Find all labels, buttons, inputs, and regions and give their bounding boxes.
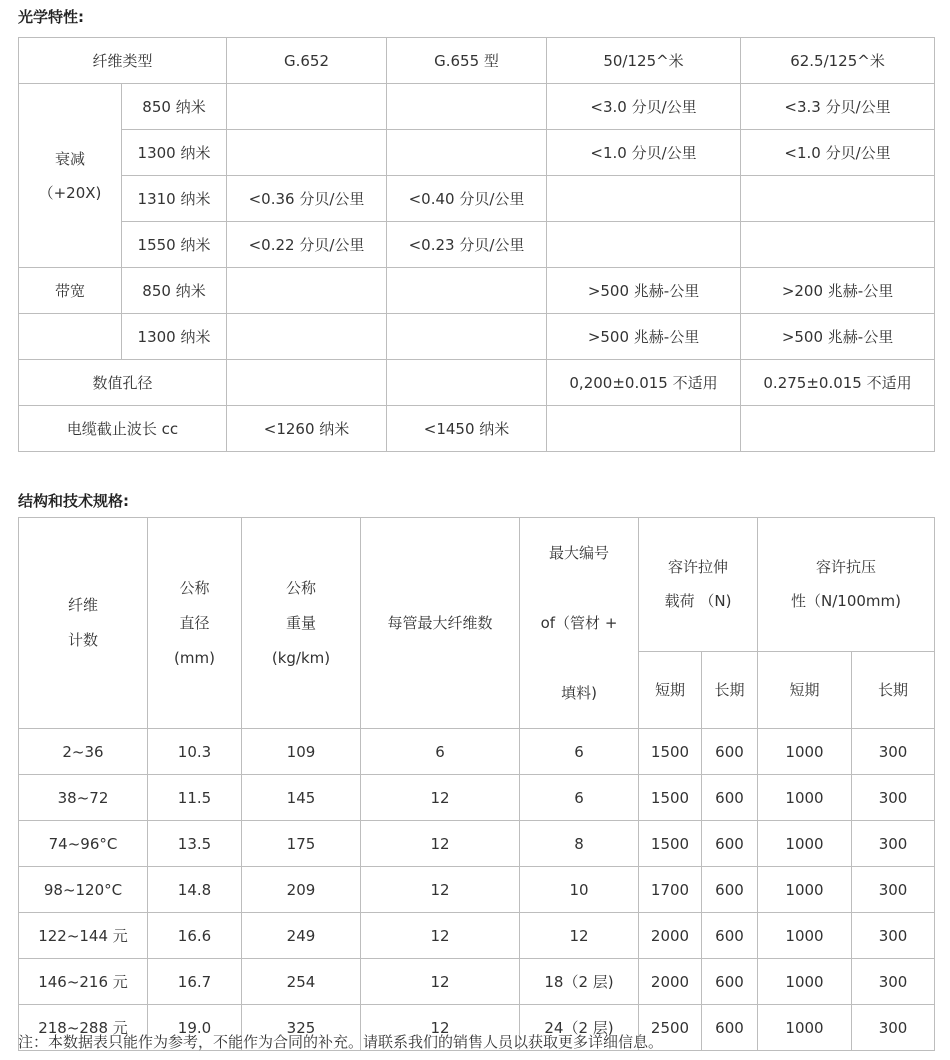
header-crush-line1: 容许抗压 <box>816 558 877 577</box>
tensile-long-cell: 600 <box>702 959 758 1005</box>
cutoff-label: 电缆截止波长 cc <box>19 406 227 452</box>
header-max-per-tube: 每管最大纤维数 <box>361 518 520 729</box>
fiber-count-cell: 146~216 元 <box>19 959 148 1005</box>
diameter-cell: 13.5 <box>148 821 242 867</box>
mm625-cell: >500 兆赫-公里 <box>741 314 935 360</box>
max-number-cell: 12 <box>520 913 639 959</box>
mm50-cell <box>547 222 741 268</box>
crush-long-cell: 300 <box>852 867 935 913</box>
mm50-cell: <3.0 分贝/公里 <box>547 84 741 130</box>
header-diameter-line1: 公称 <box>179 578 210 597</box>
max-number-cell: 10 <box>520 867 639 913</box>
header-tensile <box>639 518 758 652</box>
tensile-long-cell: 600 <box>702 821 758 867</box>
weight-cell: 325 <box>242 1005 361 1051</box>
fiber-count-cell: 122~144 元 <box>19 913 148 959</box>
per-tube-cell: 12 <box>361 775 520 821</box>
header-fiber-count-line2: 计数 <box>67 631 98 649</box>
header-max-number-line1: 最大编号 <box>548 544 609 562</box>
header-weight-line1: 公称 <box>285 578 316 597</box>
g655-cell: <0.40 分贝/公里 <box>387 176 547 222</box>
g652-cell: <0.36 分贝/公里 <box>227 176 387 222</box>
g655-cell <box>387 360 547 406</box>
attenuation-label-line1: 衰减 <box>54 149 85 168</box>
tensile-long-cell: 600 <box>702 775 758 821</box>
fiber-count-cell: 74~96°C <box>19 821 148 867</box>
weight-cell: 145 <box>242 775 361 821</box>
g652-cell <box>227 130 387 176</box>
per-tube-cell: 12 <box>361 867 520 913</box>
attenuation-row <box>19 222 935 268</box>
g655-cell: <0.23 分贝/公里 <box>387 222 547 268</box>
g655-cell <box>387 314 547 360</box>
g652-cell: <1260 纳米 <box>227 406 387 452</box>
g652-cell <box>227 268 387 314</box>
table-row <box>19 729 935 775</box>
weight-cell: 209 <box>242 867 361 913</box>
g655-cell <box>387 130 547 176</box>
attenuation-label <box>19 84 122 268</box>
table-row <box>19 775 935 821</box>
optical-table <box>18 37 935 452</box>
wavelength-cell: 1300 纳米 <box>122 130 227 176</box>
tensile-short-cell: 1500 <box>639 821 702 867</box>
diameter-cell: 11.5 <box>148 775 242 821</box>
crush-long-cell: 300 <box>852 729 935 775</box>
table-row <box>19 867 935 913</box>
tensile-short-cell: 2000 <box>639 959 702 1005</box>
specs-heading: 结构和技术规格: <box>18 492 129 510</box>
table-row <box>19 959 935 1005</box>
header-fiber-count <box>19 518 148 729</box>
g652-cell <box>227 84 387 130</box>
header-max-number <box>520 518 639 729</box>
header-tensile-long: 长期 <box>702 651 758 728</box>
diameter-cell: 19.0 <box>148 1005 242 1051</box>
header-fiber-count-line1: 纤维 <box>67 596 98 614</box>
empty-label-cell <box>19 314 122 360</box>
header-crush-line2: 性（N/100mm) <box>791 592 901 611</box>
mm625-cell <box>741 406 935 452</box>
tensile-long-cell: 600 <box>702 1005 758 1051</box>
optical-heading: 光学特性: <box>18 8 84 26</box>
bandwidth-label: 带宽 <box>19 268 122 314</box>
header-50-125: 50/125^米 <box>547 38 741 84</box>
diameter-cell: 16.6 <box>148 913 242 959</box>
g655-cell <box>387 268 547 314</box>
header-crush <box>758 518 935 652</box>
mm625-cell: 0.275±0.015 不适用 <box>741 360 935 406</box>
fiber-count-cell: 2~36 <box>19 729 148 775</box>
crush-long-cell: 300 <box>852 1005 935 1051</box>
wavelength-cell: 1550 纳米 <box>122 222 227 268</box>
mm50-cell: <1.0 分贝/公里 <box>547 130 741 176</box>
mm625-cell <box>741 176 935 222</box>
mm50-cell: >500 兆赫-公里 <box>547 268 741 314</box>
g652-cell <box>227 360 387 406</box>
fiber-count-cell: 218~288 元 <box>19 1005 148 1051</box>
specs-header-row <box>19 518 935 652</box>
header-diameter <box>148 518 242 729</box>
bandwidth-row <box>19 268 935 314</box>
header-diameter-line2: 直径 <box>179 613 210 632</box>
specs-table <box>18 517 935 1051</box>
header-crush-long: 长期 <box>852 651 935 728</box>
tensile-long-cell: 600 <box>702 913 758 959</box>
per-tube-cell: 12 <box>361 1005 520 1051</box>
max-number-cell: 18（2 层) <box>520 959 639 1005</box>
weight-cell: 109 <box>242 729 361 775</box>
mm625-cell <box>741 222 935 268</box>
crush-long-cell: 300 <box>852 775 935 821</box>
crush-short-cell: 1000 <box>758 867 852 913</box>
bandwidth-row <box>19 314 935 360</box>
crush-short-cell: 1000 <box>758 821 852 867</box>
diameter-cell: 16.7 <box>148 959 242 1005</box>
attenuation-row <box>19 130 935 176</box>
mm625-cell: <1.0 分贝/公里 <box>741 130 935 176</box>
weight-cell: 175 <box>242 821 361 867</box>
disclaimer-note: 注：本数据表只能作为参考，不能作为合同的补充。请联系我们的销售人员以获取更多详细信息。 <box>18 1033 664 1051</box>
header-max-number-line2: of（管材 + <box>540 614 618 632</box>
per-tube-cell: 12 <box>361 913 520 959</box>
table-row <box>19 913 935 959</box>
g652-cell <box>227 314 387 360</box>
tensile-short-cell: 1500 <box>639 775 702 821</box>
weight-cell: 249 <box>242 913 361 959</box>
mm50-cell: 0,200±0.015 不适用 <box>547 360 741 406</box>
max-number-cell: 24（2 层) <box>520 1005 639 1051</box>
wavelength-cell: 850 纳米 <box>122 84 227 130</box>
header-g652: G.652 <box>227 38 387 84</box>
crush-short-cell: 1000 <box>758 1005 852 1051</box>
wavelength-cell: 1300 纳米 <box>122 314 227 360</box>
numerical-aperture-label: 数值孔径 <box>19 360 227 406</box>
weight-cell: 254 <box>242 959 361 1005</box>
header-tensile-line2: 载荷 （N) <box>664 592 732 611</box>
crush-short-cell: 1000 <box>758 913 852 959</box>
header-fiber-type: 纤维类型 <box>19 38 227 84</box>
mm50-cell: >500 兆赫-公里 <box>547 314 741 360</box>
header-62-5-125: 62.5/125^米 <box>741 38 935 84</box>
max-number-cell: 6 <box>520 775 639 821</box>
header-g655: G.655 型 <box>387 38 547 84</box>
crush-short-cell: 1000 <box>758 775 852 821</box>
numerical-aperture-row <box>19 360 935 406</box>
g655-cell <box>387 84 547 130</box>
header-tensile-short: 短期 <box>639 651 702 728</box>
crush-long-cell: 300 <box>852 821 935 867</box>
header-weight <box>242 518 361 729</box>
g655-cell: <1450 纳米 <box>387 406 547 452</box>
per-tube-cell: 12 <box>361 821 520 867</box>
header-weight-line3: (kg/km) <box>271 648 331 667</box>
table-row <box>19 821 935 867</box>
per-tube-cell: 12 <box>361 959 520 1005</box>
cutoff-row <box>19 406 935 452</box>
tensile-short-cell: 2500 <box>639 1005 702 1051</box>
fiber-count-cell: 38~72 <box>19 775 148 821</box>
mm625-cell: <3.3 分贝/公里 <box>741 84 935 130</box>
diameter-cell: 14.8 <box>148 867 242 913</box>
mm50-cell <box>547 406 741 452</box>
tensile-long-cell: 600 <box>702 729 758 775</box>
max-number-cell: 6 <box>520 729 639 775</box>
crush-long-cell: 300 <box>852 913 935 959</box>
g652-cell: <0.22 分贝/公里 <box>227 222 387 268</box>
crush-short-cell: 1000 <box>758 729 852 775</box>
header-weight-line2: 重量 <box>285 613 316 632</box>
diameter-cell: 10.3 <box>148 729 242 775</box>
header-diameter-line3: (mm) <box>174 648 215 667</box>
attenuation-row <box>19 176 935 222</box>
attenuation-label-line2: （+20X) <box>38 183 102 202</box>
attenuation-row <box>19 84 935 130</box>
mm50-cell <box>547 176 741 222</box>
header-crush-short: 短期 <box>758 651 852 728</box>
mm625-cell: >200 兆赫-公里 <box>741 268 935 314</box>
header-tensile-line1: 容许拉伸 <box>667 558 728 577</box>
tensile-short-cell: 1700 <box>639 867 702 913</box>
crush-long-cell: 300 <box>852 959 935 1005</box>
fiber-count-cell: 98~120°C <box>19 867 148 913</box>
wavelength-cell: 850 纳米 <box>122 268 227 314</box>
tensile-long-cell: 600 <box>702 867 758 913</box>
max-number-cell: 8 <box>520 821 639 867</box>
per-tube-cell: 6 <box>361 729 520 775</box>
crush-short-cell: 1000 <box>758 959 852 1005</box>
header-max-number-line3: 填料) <box>561 684 597 702</box>
tensile-short-cell: 2000 <box>639 913 702 959</box>
wavelength-cell: 1310 纳米 <box>122 176 227 222</box>
tensile-short-cell: 1500 <box>639 729 702 775</box>
optical-header-row <box>19 38 935 84</box>
